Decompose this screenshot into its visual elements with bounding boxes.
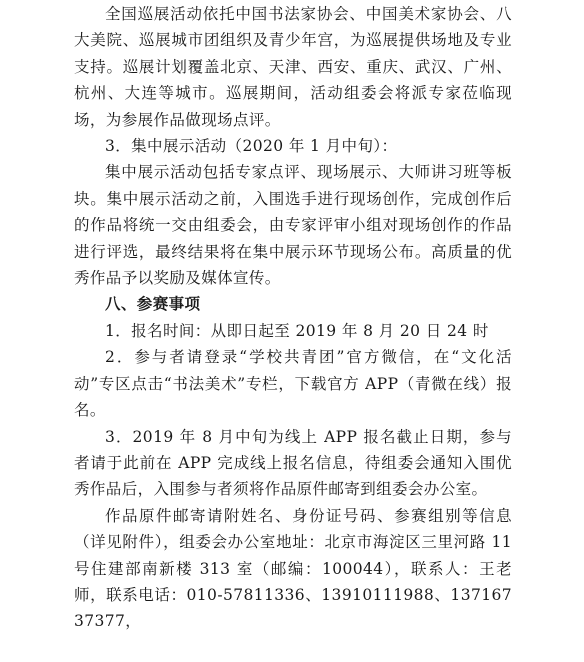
paragraph-text: 全国巡展活动依托中国书法家协会、中国美术家协会、八大美院、巡展城市团组织及青少年宫，为巡展提供场地及专业支持。巡展计划覆盖北京、天津、西安、重庆、武汉、广州、杭州、大连等城市。巡展期间，活动组委会将派专家莅临现场，为参展作品做现场点评。 <box>74 5 512 129</box>
paragraph-central-exhibition-title <box>74 133 512 159</box>
section-heading: 八、参赛事项 <box>105 295 201 314</box>
paragraph-tour-support <box>74 1 512 133</box>
paragraph-registration-method <box>74 344 512 423</box>
paragraph-text: 集中展示活动包括专家点评、现场展示、大师讲习班等板块。集中展示活动之前，入围选手进行现场创作，完成创作后的作品将统一交由组委会，由专家评审小组对现场创作的作品进行评选，最终结果将在集中展示环节现场公布。高质量的优秀作品予以奖励及媒体宣传。 <box>74 163 512 288</box>
paragraph-text: 作品原件邮寄请附姓名、身份证号码、参赛组别等信息（详见附件），组委会办公室地址：北京市海淀区三里河路 11 号住建部南新楼 313 室（邮编：100044），联系人：王老师，联系电话：010-57811336、13910111988、13716737377， <box>74 506 512 631</box>
paragraph-text: 1．报名时间：从即日起至 2019 年 8 月 20 日 24 时 <box>105 321 489 340</box>
paragraph-text: 3．2019 年 8 月中旬为线上 APP 报名截止日期，参与者请于此前在 APP 完成线上报名信息，待组委会通知入围优秀作品后，入围参与者须将作品原件邮寄到组委会办公室。 <box>74 427 512 499</box>
paragraph-registration-time <box>74 318 512 344</box>
paragraph-online-deadline <box>74 424 512 503</box>
paragraph-text: 3．集中展示活动（2020 年 1 月中旬）： <box>105 137 398 156</box>
paragraph-text: 2．参与者请登录“学校共青团”官方微信，在“文化活动”专区点击“书法美术”专栏，下载官方 APP（青微在线）报名。 <box>74 348 512 420</box>
paragraph-central-exhibition-detail <box>74 159 512 291</box>
paragraph-mailing-info <box>74 503 512 635</box>
